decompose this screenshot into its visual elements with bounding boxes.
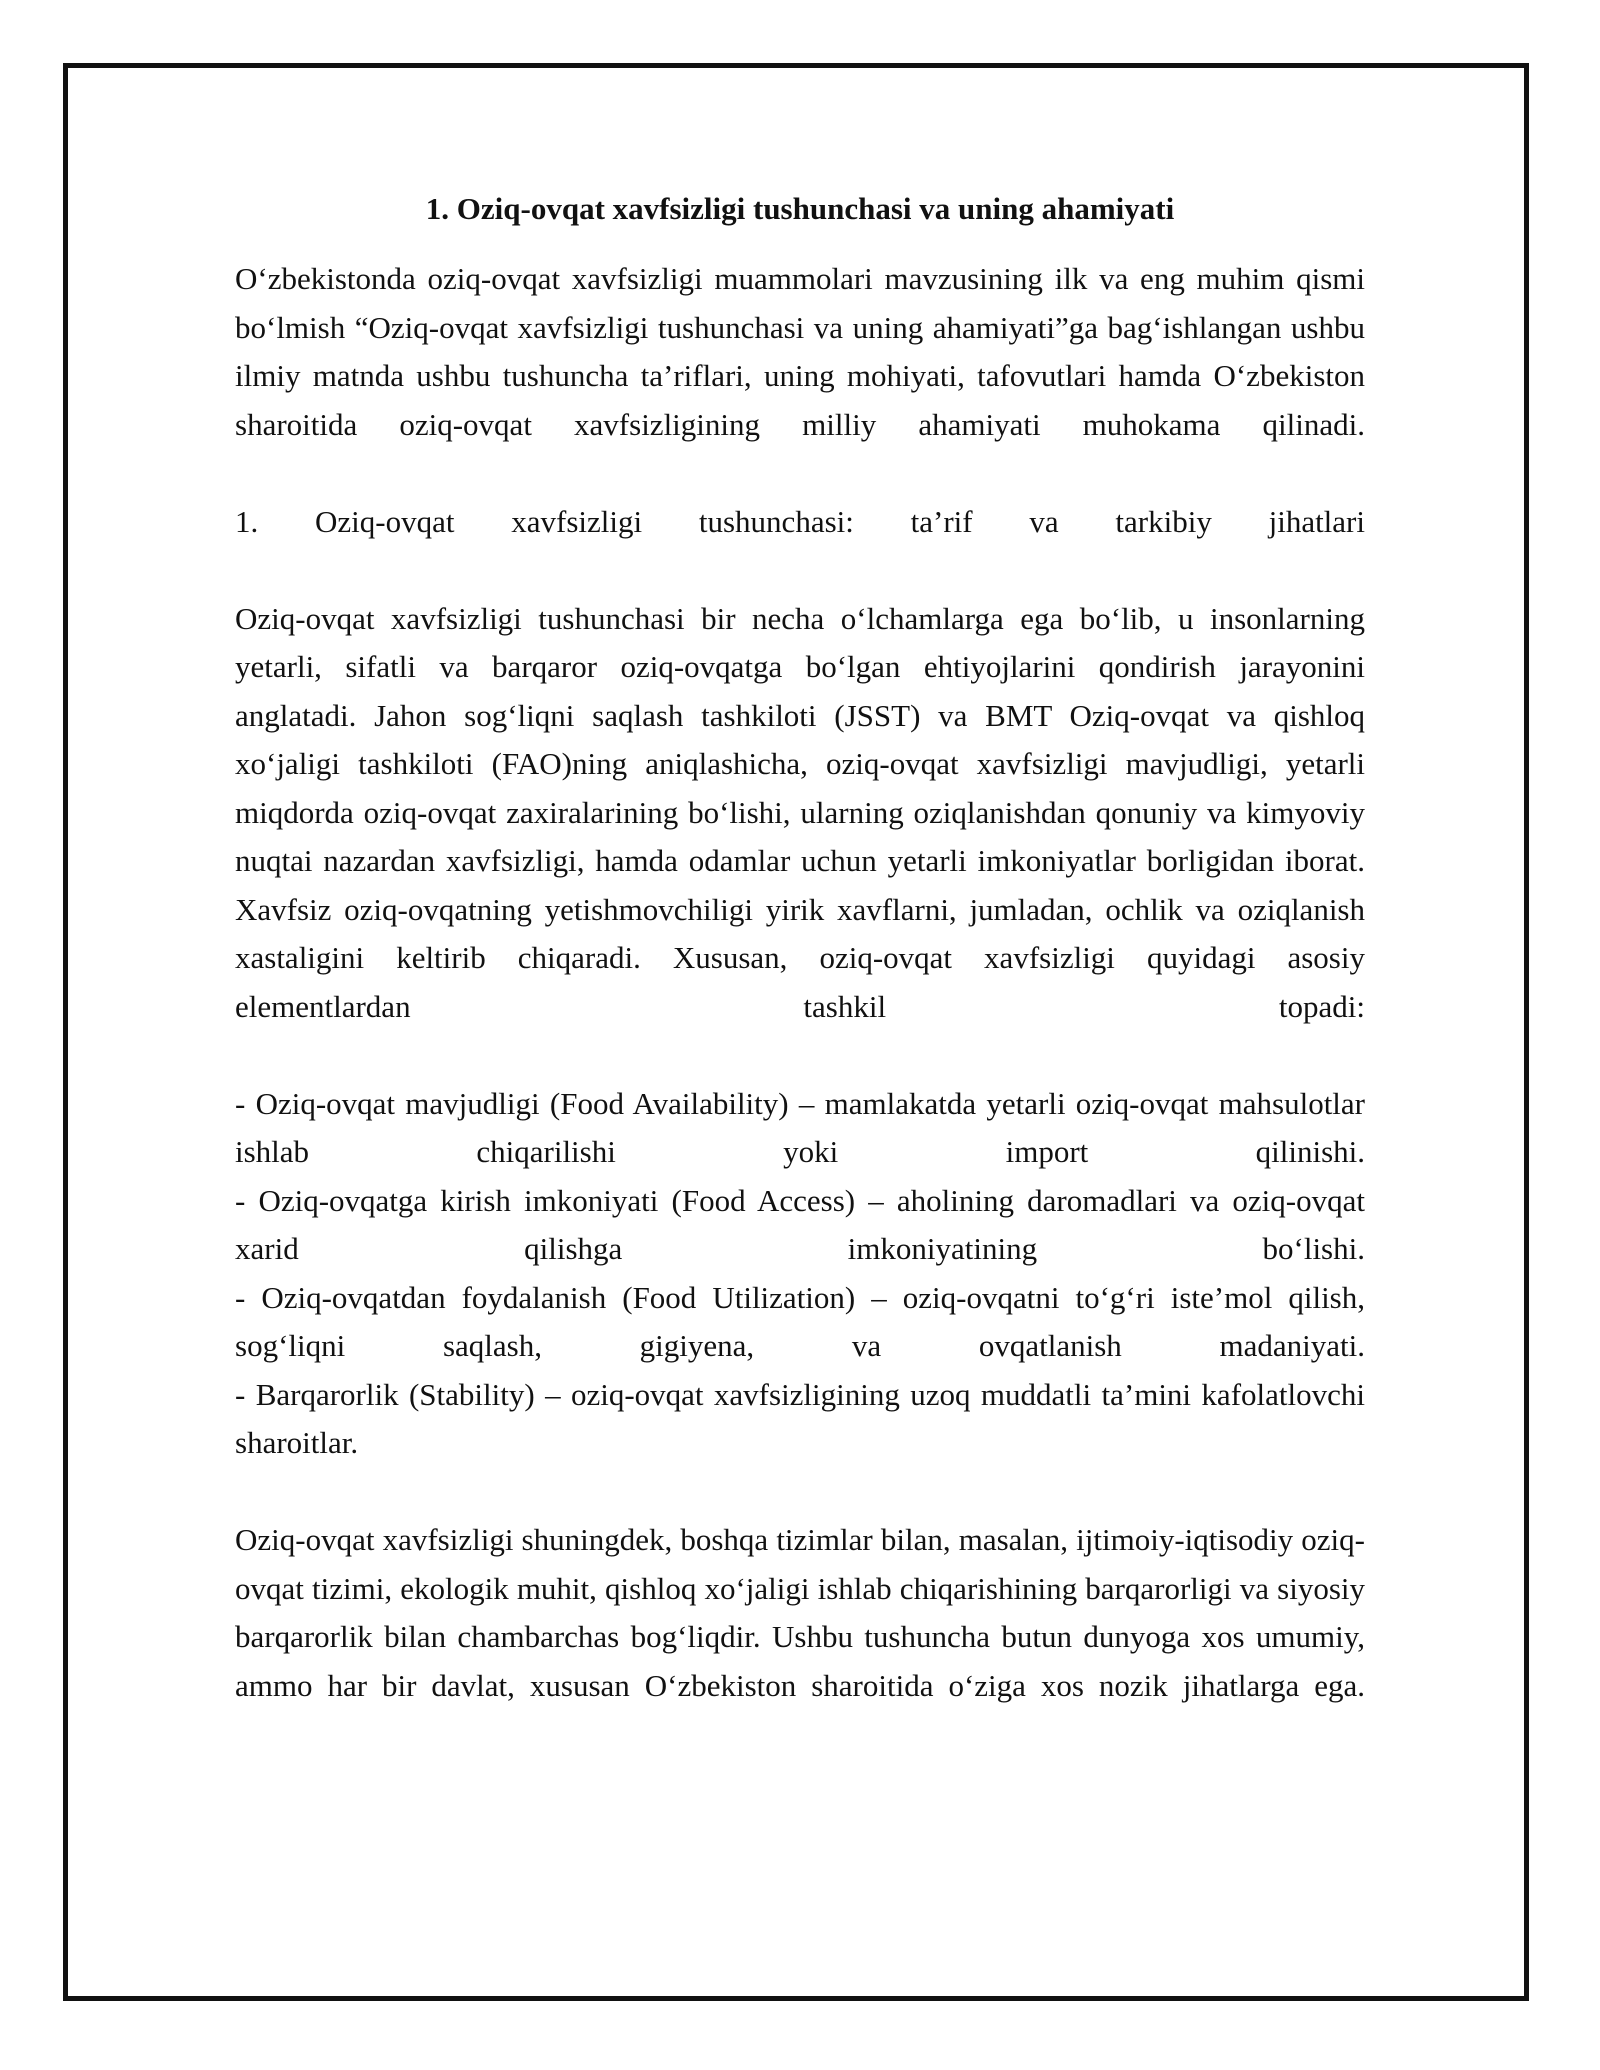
element-item-utilization: - Oziq-ovqatdan foydalanish (Food Utilization) – oziq-ovqatni to‘g‘ri iste’mol qilish, sog‘liqni saqlash, gigiyena, va ovqatlanish madaniyati. — [235, 1279, 1365, 1363]
paragraph-gap — [235, 1468, 1365, 1517]
definition-paragraph: Oziq-ovqat xavfsizligi tushunchasi bir necha o‘lchamlarga ega bo‘lib, u insonlarning yetarli, sifatli va barqaror oziq-ovqatga bo‘lgan ehtiyojlarini qondirish jarayonini anglatadi. Jahon sog‘liqni saqlash tashkiloti (JSST) va BMT Oziq-ovqat va qishloq xo‘jaligi tashkiloti (FAO)ning aniqlashicha, oziq-ovqat xavfsizligi mavjudligi, yetarli miqdorda oziq-ovqat zaxiralarining bo‘lishi, ularning oziqlanishdan qonuniy va kimyoviy nuqtai nazardan xavfsizligi, hamda odamlar uchun yetarli imkoniyatlar borligidan iborat. Xavfsiz oziq-ovqatning yetishmovchiligi yirik xavflarni, jumladan, ochlik va oziqlanish xastaligini keltirib chiqaradi. Xususan, oziq-ovqat xavfsizligi quyidagi asosiy elementlardan tashkil topadi: — [235, 600, 1365, 1024]
closing-paragraph: Oziq-ovqat xavfsizligi shuningdek, boshqa tizimlar bilan, masalan, ijtimoiy-iqtisodiy oziq-ovqat tizimi, ekologik muhit, qishloq xo‘jaligi ishlab chiqarishining barqarorligi va siyosiy barqarorlik bilan chambarchas bog‘liqdir. Ushbu tushuncha butun dunyoga xos umumiy, ammo har bir davlat, xususan O‘zbekiston sharoitida o‘ziga xos nozik jihatlarga ega. — [235, 1522, 1365, 1703]
paragraph-gap — [235, 546, 1365, 595]
intro-paragraph: O‘zbekistonda oziq-ovqat xavfsizligi muammolari mavzusining ilk va eng muhim qismi bo‘lmish “Oziq-ovqat xavfsizligi tushunchasi va uning ahamiyati”ga bag‘ishlangan ushbu ilmiy matnda ushbu tushuncha ta’riflari, uning mohiyati, tafovutlari hamda O‘zbekiston sharoitida oziq-ovqat xavfsizligining milliy ahamiyati muhokama qilinadi. — [235, 261, 1365, 442]
element-item-availability: - Oziq-ovqat mavjudligi (Food Availability) – mamlakatda yetarli oziq-ovqat mahsulotlar ishlab chiqarilishi yoki import qilinishi. — [235, 1085, 1365, 1169]
element-item-access: - Oziq-ovqatga kirish imkoniyati (Food Access) – aholining daromadlari va oziq-ovqat xarid qilishga imkoniyatining bo‘lishi. — [235, 1182, 1365, 1266]
element-item-stability: - Barqarorlik (Stability) – oziq-ovqat xavfsizligining uzoq muddatli ta’mini kafolatlovchi sharoitlar. — [235, 1376, 1365, 1460]
paragraph-gap — [235, 449, 1365, 498]
section-heading: 1. Oziq-ovqat xavfsizligi tushunchasi: ta’rif va tarkibiy jihatlari — [235, 503, 1365, 539]
paragraph-gap — [235, 1031, 1365, 1080]
page-title: 1. Oziq-ovqat xavfsizligi tushunchasi va uning ahamiyati — [425, 191, 1175, 226]
document-body — [235, 185, 1365, 1710]
